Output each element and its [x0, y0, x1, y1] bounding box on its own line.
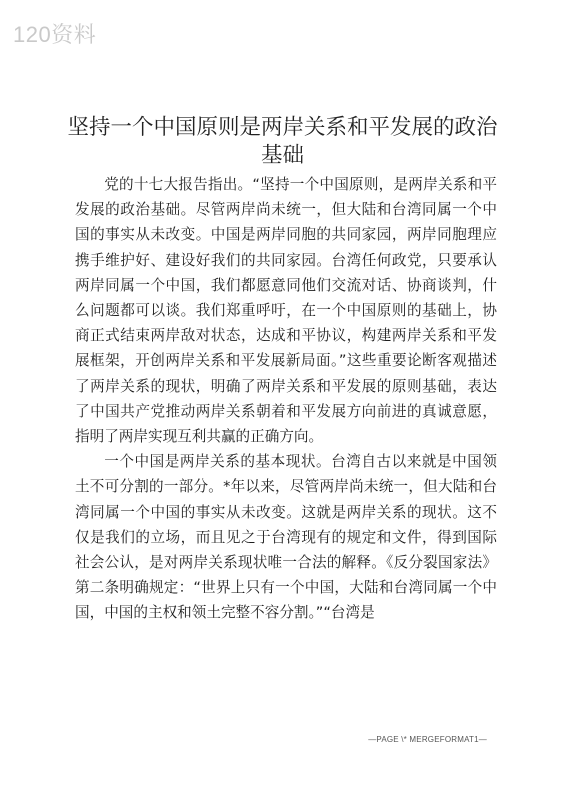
watermark-logo-text: 120资料 [13, 22, 97, 47]
document-title: 坚持一个中国原则是两岸关系和平发展的政治基础 [67, 115, 498, 168]
paragraph-2: 一个中国是两岸关系的基本现状。台湾自古以来就是中国领土不可分割的一部分。*年以来，尽管两岸尚未统一，但大陆和台湾同属一个中国的事实从未改变。这就是两岸关系的现状。这不仅是我们的立场，而且见之于台湾现有的规定和文件，得到国际社会公认，是对两岸关系现状唯一合法的解释。《反分裂国家法》第二条明确规定：“世界上只有一个中国，大陆和台湾同属一个中国，中国的主权和领土完整不容分割。”“台湾是 [75, 453, 497, 622]
page-footer-field: —PAGE \* MERGEFORMAT1— [368, 735, 487, 744]
document-body [75, 172, 497, 626]
paragraph-1: 党的十七大报告指出。“坚持一个中国原则，是两岸关系和平发展的政治基础。尽管两岸尚未统一，但大陆和台湾同属一个中国的事实从未改变。中国是两岸同胞的共同家园，两岸同胞理应携手维护好、建设好我们的共同家园。台湾任何政党，只要承认两岸同属一个中国，我们都愿意同他们交流对话、协商谈判，什么问题都可以谈。我们郑重呼吁，在一个中国原则的基础上，协商正式结束两岸敌对状态，达成和平协议，构建两岸关系和平发展框架，开创两岸关系和平发展新局面。”这些重要论断客观描述了两岸关系的现状，明确了两岸关系和平发展的原则基础，表达了中国共产党推动两岸关系朝着和平发展方向前进的真诚意愿，指明了两岸实现互利共赢的正确方向。 [75, 176, 497, 446]
